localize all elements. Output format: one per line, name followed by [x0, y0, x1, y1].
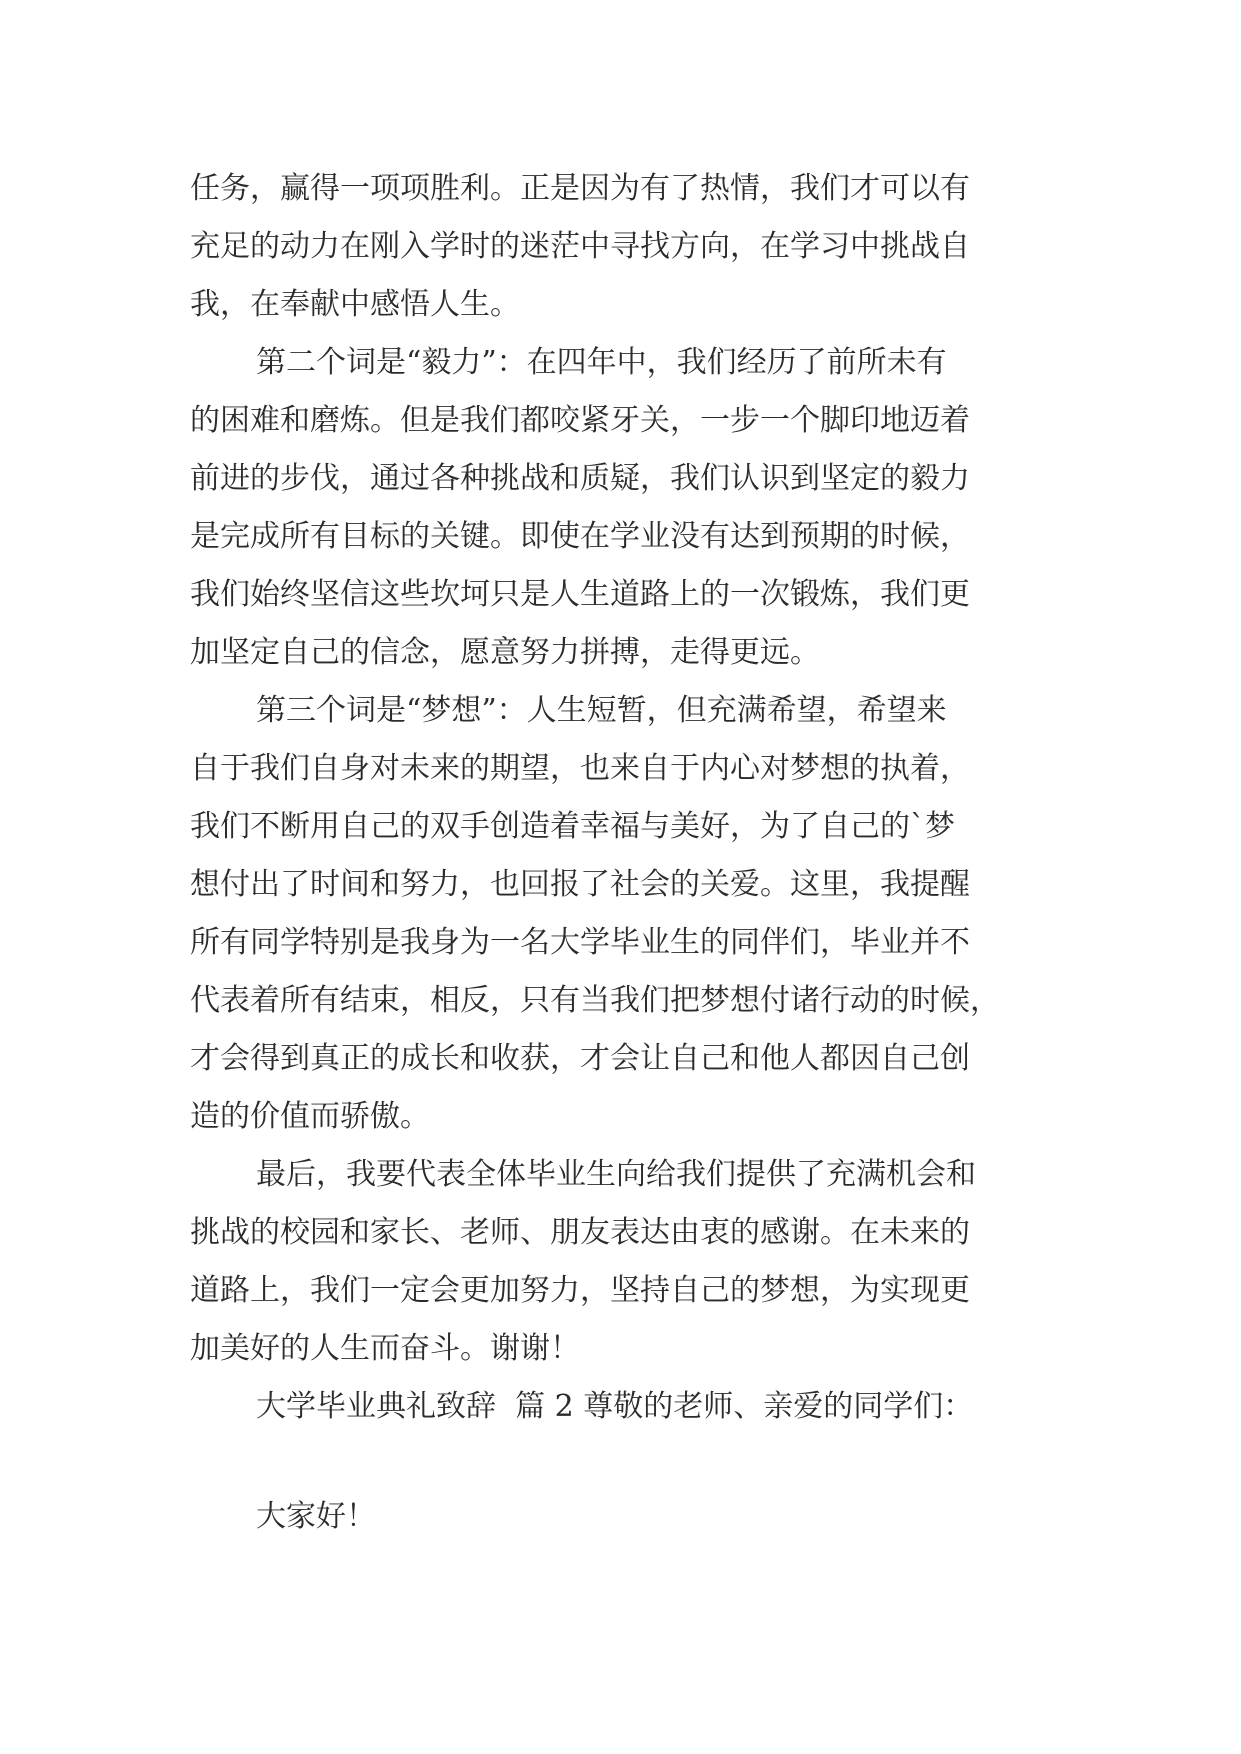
document-body — [190, 160, 1070, 1546]
text-line: 加坚定自己的信念，愿意努力拼搏，走得更远。 — [190, 635, 820, 670]
text-line: 挑战的校园和家长、老师、朋友表达由衷的感谢。在未来的 — [190, 1215, 970, 1250]
text-line: 最后，我要代表全体毕业生向给我们提供了充满机会和 — [256, 1157, 976, 1192]
text-line: 第二个词是“毅力”：在四年中，我们经历了前所未有 — [256, 345, 947, 380]
text-line: 所有同学特别是我身为一名大学毕业生的同伴们，毕业并不 — [190, 925, 970, 960]
paragraph-dream — [190, 682, 1070, 1146]
text-line: 我们不断用自己的双手创造着幸福与美好，为了自己的`梦 — [190, 809, 955, 844]
text-line: 加美好的人生而奋斗。谢谢！ — [190, 1331, 580, 1366]
text-line: 才会得到真正的成长和收获，才会让自己和他人都因自己创 — [190, 1041, 970, 1076]
text-line: 第三个词是“梦想”：人生短暂，但充满希望，希望来 — [256, 693, 947, 728]
paragraph-thanks — [190, 1146, 1070, 1378]
text-line: 是完成所有目标的关键。即使在学业没有达到预期的时候， — [190, 519, 970, 554]
text-line: 任务，赢得一项项胜利。正是因为有了热情，我们才可以有 — [190, 171, 970, 206]
text-line: 充足的动力在刚入学时的迷茫中寻找方向，在学习中挑战自 — [190, 229, 970, 264]
text-line: 我，在奉献中感悟人生。 — [190, 287, 520, 322]
text-line: 的困难和磨炼。但是我们都咬紧牙关，一步一个脚印地迈着 — [190, 403, 970, 438]
text-line: 道路上，我们一定会更加努力，坚持自己的梦想，为实现更 — [190, 1273, 970, 1308]
greeting: 大家好！ — [256, 1499, 376, 1534]
text-line: 造的价值而骄傲。 — [190, 1099, 430, 1134]
text-line: 代表着所有结束，相反，只有当我们把梦想付诸行动的时候， — [190, 983, 1000, 1018]
spacer — [190, 1436, 1070, 1488]
paragraph-passion-end — [190, 160, 1070, 334]
paragraph-perseverance — [190, 334, 1070, 682]
text-line: 我们始终坚信这些坎坷只是人生道路上的一次锻炼，我们更 — [190, 577, 970, 612]
text-line: 想付出了时间和努力，也回报了社会的关爱。这里，我提醒 — [190, 867, 970, 902]
section-heading: 大学毕业典礼致辞 篇 2 尊敬的老师、亲爱的同学们： — [256, 1389, 974, 1424]
text-line: 前进的步伐，通过各种挑战和质疑，我们认识到坚定的毅力 — [190, 461, 970, 496]
text-line: 自于我们自身对未来的期望，也来自于内心对梦想的执着， — [190, 751, 970, 786]
